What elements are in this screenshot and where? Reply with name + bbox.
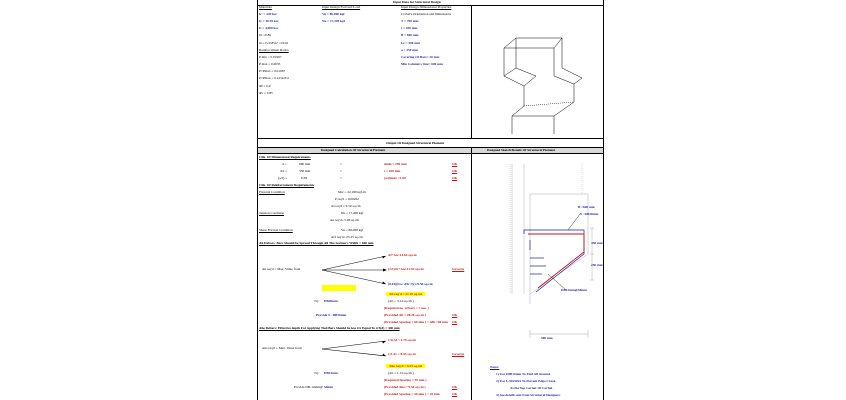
ahe-required-spacing: (Required Spacing = 59 mm ) bbox=[384, 378, 427, 382]
ten-an: An req'd= 5.06 sq.cm bbox=[330, 218, 360, 222]
ah-spacing: (Provided Spacing = 60 mm ) < 3dh =60 mm bbox=[384, 320, 448, 324]
ah-result: Ah req'd = 21.92 sq.cm bbox=[386, 292, 425, 296]
dim-Lc: Lc = 500 mm bbox=[401, 41, 420, 45]
pmax-value: P max = 0.0035 bbox=[259, 62, 281, 66]
flexural-label: Flexural Condition bbox=[259, 190, 285, 194]
note-1: 1) Use 2DB12mm To Tied All Around. bbox=[496, 372, 551, 376]
ahe-label: Ahe req'd = Max. Value from bbox=[262, 346, 302, 350]
m-value: m = fy/0.85fc' =19.61 bbox=[259, 41, 289, 45]
ten-nu: Nu = 17,200 kgf bbox=[341, 211, 364, 215]
ahe-try-area: (Ab = 1.13 sq.cm ) bbox=[388, 371, 414, 375]
note-2-cont: At the Top Corner Of Corbel. bbox=[510, 386, 553, 390]
ratios-heading: Reinforcement Ratios bbox=[259, 48, 289, 52]
ah-try-area: (Ab = 3.14 sq.cm ) bbox=[388, 299, 414, 303]
ahe-provide: Provide DB-12mm@ bbox=[294, 385, 324, 389]
materials-heading: Materials bbox=[259, 5, 272, 9]
ah-option-1: Af+An=14.64 sq.cm bbox=[388, 253, 417, 257]
ah-provided: (Provided Ah = 28.26 sq.cm ) bbox=[384, 313, 426, 317]
calc-title: Designed Calculation Of Structural Element bbox=[321, 147, 386, 152]
loads-heading: Input Design Factored Load bbox=[322, 5, 361, 9]
dim-req-heading: Chk. Of Dimensional Requirements bbox=[259, 155, 311, 159]
ahe-provide-spacing: 50mm bbox=[324, 385, 334, 389]
beta1-value: β1 =0.85 bbox=[259, 33, 272, 37]
ahe-try-bar: DB12mm bbox=[324, 371, 338, 375]
flex-preq: P req'd = 0.00262 bbox=[335, 197, 359, 201]
ah-label: Ah req'd = Max. Value from bbox=[262, 267, 301, 271]
dims-sub: Corbel's Orientation and Dimensions bbox=[401, 12, 452, 16]
shear-label: Shear Friction Condition bbox=[259, 228, 293, 232]
dims-heading: Input Design Dimensional Properties bbox=[401, 5, 452, 9]
pmin-value: P min = 0.01967 bbox=[259, 55, 282, 59]
ah-ok-1: OK bbox=[452, 313, 458, 317]
dim-T: T = 700 mm bbox=[401, 19, 419, 23]
ahe-governs: Governs bbox=[452, 352, 465, 356]
nu-value: Nu = 17,200 kgf bbox=[322, 19, 345, 23]
ah-option-3: (0.04)(fcw/ d/fc'/fy)=9.50 sq.cm bbox=[388, 282, 433, 286]
ppmax2-value: P>Pmax = 0.1231Ø/d bbox=[259, 76, 289, 80]
ppmax-value: P>Pmax = 0.01967 bbox=[259, 69, 286, 73]
note-2: 2) Use L-50x50x5 To Percent Edge Crack bbox=[496, 379, 556, 383]
ahe-try-label: Try bbox=[314, 371, 319, 375]
dim-col: Min Column's Size= 600 mm bbox=[401, 62, 443, 66]
design-sheet: Input Data for Structural Design Materials fc' = 240 ksc fy = 20.95 ksc fs = 4,000 ksc β1 =0.85 m = fy/0.85fc' =19.61 Reinforcement Ratios P min = 0.01967 P max = 0.0035 P>Pmax = 0.01967 P>Pmax = 0.1231Ø/d Φf = 0.9 Φv = 0.85 Input Design Factored Load Vu = 86,000 kgf Nu = 17,200 kgf Input Design Dimensional Properties Corbel's Orientation and Dimensions T = 700 mm t = 450 mm B = 600 mm Lc = 500 mm a = 250 mm Covering Of Bars= 20 mm Min Column's Size= 600 mm Output Of Designed Structural Element Designed Calculation Of Structural Element Designed Sketch/Details Of Structural Element Chk. Of Dimensional Requirements d = 660 mm > dmin = 299 mm OK d/2 = 330 mm < t = 450 mm OK (a/d) = 0.38 < (a/d)max =1.00 OK Chk. Of Reinforcement Requirements Flexural Condition Mu/ = 22,180 kgf-m P req'd = 0.00262 Af req'd = 9.50 sq.cm Tension Condition Nu = 17,200 kgf An req'd= 5.06 sq.cm Shear Friction Condition Vu = 86,000 kgf Avf req'd= 25.25 sq.cm Ah Debars: Bars Should be Spread Through All The Section's Width = 600 mm Ah req'd = Max. Value from Af+An=14.64 sq.cm (2/3)Av+An=21.92 sq.cm Governs (0.04)(fcw/ d/fc'/fy)=9.50 sq.cm Ah req'd = 21.92 sq.cm Try DB20mm (Ab = 3.14 sq.cm ) (Required no. of bars = 7 nos. ) Provide 9 - DB20mm (Provided Ah = 28.26 sq.cm ) OK (Provided Spacing = 60 mm ) < 3dh =60 mm OK Ahe Debars: Effective depth For Applying Tied Bars Should be less Or Equal To 2/3(d) = 440 mm Ahe req'd = Max. Value from 1/2(Af = 4.75 sq.cm 1/3 Av = 8.43 sq.cm Governs Ahe req'd = 8.43 sq.cm Try DB12mm (Ab = 1.13 sq.cm ) (Required Spacing = 59 mm ) Provide DB-12mm@ 50mm (Provided Ahe = 9.50 sq.cm ) OK (Provided Spacing = 50 mm ) < 25 mm OK B =600 mm 9 - DB20mm 450 mm 250 mm DB12mm@50mm 500 mm Notes: 1) Use 2DB12mm To Tied All Around. 2) Use L-50x50x5 To Percent Edge Crack At the Top Corner Of Corbel. 3) See details sent from Structural Designers bbox=[257, 0, 604, 400]
sketch-title: Designed Sketch/Details Of Structural Element bbox=[487, 147, 556, 152]
ah-governs: Governs bbox=[452, 267, 465, 271]
dim-cover: Covering Of Bars= 20 mm bbox=[401, 55, 440, 59]
reinf-req-heading: Chk. Of Reinforcement Requirements bbox=[259, 183, 315, 187]
sketch-b-label: B =600 mm bbox=[578, 205, 595, 209]
flex-af: Af req'd = 9.50 sq.cm bbox=[331, 204, 361, 208]
flex-mu: Mu/ = 22,180 kgf-m bbox=[338, 190, 366, 194]
ah-option-2: (2/3)Av+An=21.92 sq.cm bbox=[388, 267, 424, 271]
ah-arrows bbox=[322, 255, 388, 287]
sketch-w500-label: 500 mm bbox=[541, 336, 553, 340]
ahe-arrows bbox=[322, 340, 388, 358]
output-title: Output Of Designed Structural Element bbox=[386, 141, 445, 145]
ah-try-label: Try bbox=[314, 299, 319, 303]
ahe-option-1: 1/2(Af = 4.75 sq.cm bbox=[388, 338, 416, 342]
ah-required-bars: (Required no. of bars = 7 nos. ) bbox=[384, 306, 429, 310]
ah-heading: Ah Debars: Bars Should be Spread Through All The Section's Width = 600 mm bbox=[259, 241, 374, 245]
notes-heading: Notes: bbox=[490, 365, 500, 369]
phi-f-value: Φf = 0.9 bbox=[259, 84, 271, 88]
reinforcement-sketch bbox=[472, 154, 602, 354]
shear-avf: Avf req'd= 25.25 sq.cm bbox=[331, 235, 363, 239]
input-corbel-sketch bbox=[472, 6, 602, 138]
tension-label: Tension Condition bbox=[259, 211, 285, 215]
ah-try-bar: DB20mm bbox=[324, 299, 338, 303]
ahe-ok-1: OK bbox=[452, 385, 458, 389]
ah-highlight bbox=[322, 285, 356, 291]
input-title: Input Data for Structural Design bbox=[393, 0, 441, 4]
dim-B: B = 600 mm bbox=[401, 33, 419, 37]
ahe-heading: Ahe Debars: Effective depth For Applying Tied Bars Should be less Or Equal To 2/3(d) = 440 mm bbox=[259, 326, 400, 330]
ahe-option-2: 1/3 Av = 8.43 sq.cm bbox=[388, 352, 416, 356]
ah-ok-2: OK bbox=[452, 320, 458, 324]
shear-vu: Vu = 86,000 kgf bbox=[341, 228, 364, 232]
ahe-spacing: (Provided Spacing = 50 mm ) < 25 mm bbox=[384, 392, 440, 396]
phi-v-value: Φv = 0.85 bbox=[259, 91, 273, 95]
fs-value: fs = 4,000 ksc bbox=[259, 26, 279, 30]
ah-provide: Provide 9 - DB20mm bbox=[316, 313, 347, 317]
note-3: 3) See details sent from Structural Designers bbox=[496, 393, 561, 397]
ahe-provided: (Provided Ahe = 9.50 sq.cm ) bbox=[384, 385, 426, 389]
sketch-h250-label: 250 mm bbox=[591, 263, 603, 267]
ahe-ok-2: OK bbox=[452, 392, 458, 396]
ahe-result: Ahe req'd = 8.43 sq.cm bbox=[386, 364, 425, 368]
fc-value: fc' = 240 ksc bbox=[259, 12, 277, 16]
dim-a: a = 250 mm bbox=[401, 48, 418, 52]
sketch-bars-label: 9 - DB20mm bbox=[580, 212, 599, 216]
fy-value: fy = 20.95 ksc bbox=[259, 19, 279, 23]
sketch-h450-label: 450 mm bbox=[591, 241, 603, 245]
vu-value: Vu = 86,000 kgf bbox=[322, 12, 345, 16]
sketch-stirrups-label: DB12mm@50mm bbox=[561, 288, 587, 292]
dim-t: t = 450 mm bbox=[401, 26, 418, 30]
